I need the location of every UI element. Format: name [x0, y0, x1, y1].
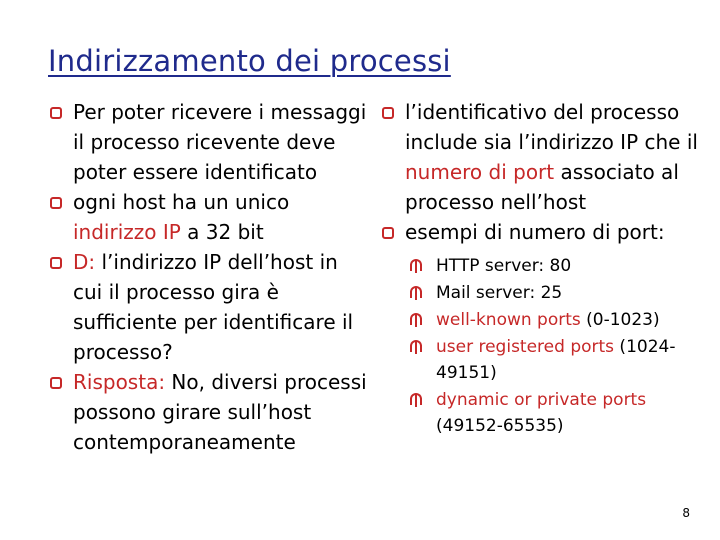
m-bullet-icon	[410, 393, 422, 405]
sub-bullet-text: (1024-49151)	[436, 337, 676, 383]
m-bullet-icon	[410, 340, 422, 352]
m-bullet-icon	[410, 313, 422, 325]
bullet-text: a 32 bit	[180, 220, 264, 244]
bullet-item	[48, 367, 368, 457]
m-bullet-icon	[410, 286, 422, 298]
m-bullet-icon	[410, 259, 422, 271]
sub-bullet-item	[380, 253, 700, 279]
square-bullet-icon	[50, 197, 62, 209]
highlight-text: D:	[73, 250, 96, 274]
square-bullet-icon	[382, 227, 394, 239]
bullet-item	[48, 187, 368, 247]
sub-bullet-text: Mail server: 25	[436, 283, 563, 303]
highlight-text: dynamic or private ports	[436, 390, 647, 410]
square-bullet-icon	[50, 377, 62, 389]
left-column	[48, 97, 368, 457]
highlight-text: indirizzo IP	[73, 220, 181, 244]
bullet-text: esempi di numero di port:	[405, 220, 665, 244]
highlight-text: numero di port	[405, 160, 555, 184]
sub-bullet-text: (0-1023)	[580, 310, 660, 330]
sub-bullet-text: (49152-65535)	[436, 416, 564, 436]
bullet-text: ogni host ha un unico	[73, 190, 290, 214]
highlight-text: Risposta:	[73, 370, 166, 394]
bullet-item	[380, 217, 700, 247]
sub-list	[380, 253, 700, 439]
right-column	[380, 97, 700, 440]
page-number: 8	[682, 506, 690, 520]
page-title: Indirizzamento dei processi	[48, 44, 451, 78]
sub-bullet-item	[380, 334, 700, 386]
bullet-item	[380, 97, 700, 217]
bullet-text: associato al processo nell’host	[405, 160, 679, 214]
bullet-text: No, diversi processi possono girare sull’host contemporaneamente	[73, 370, 367, 454]
sub-bullet-text: HTTP server: 80	[436, 256, 572, 276]
sub-bullet-item	[380, 307, 700, 333]
sub-bullet-item	[380, 387, 700, 439]
square-bullet-icon	[50, 107, 62, 119]
bullet-text: l’identificativo del processo include sia l’indirizzo IP che il	[405, 100, 698, 154]
highlight-text: user registered ports	[436, 337, 615, 357]
square-bullet-icon	[50, 257, 62, 269]
sub-bullet-item	[380, 280, 700, 306]
bullet-text: Per poter ricevere i messaggi il processo ricevente deve poter essere identificato	[73, 100, 367, 184]
highlight-text: well-known ports	[436, 310, 581, 330]
bullet-text: l’indirizzo IP dell’host in cui il processo gira è sufficiente per identificare il processo?	[73, 250, 354, 364]
square-bullet-icon	[382, 107, 394, 119]
bullet-item	[48, 97, 368, 187]
bullet-item	[48, 247, 368, 367]
